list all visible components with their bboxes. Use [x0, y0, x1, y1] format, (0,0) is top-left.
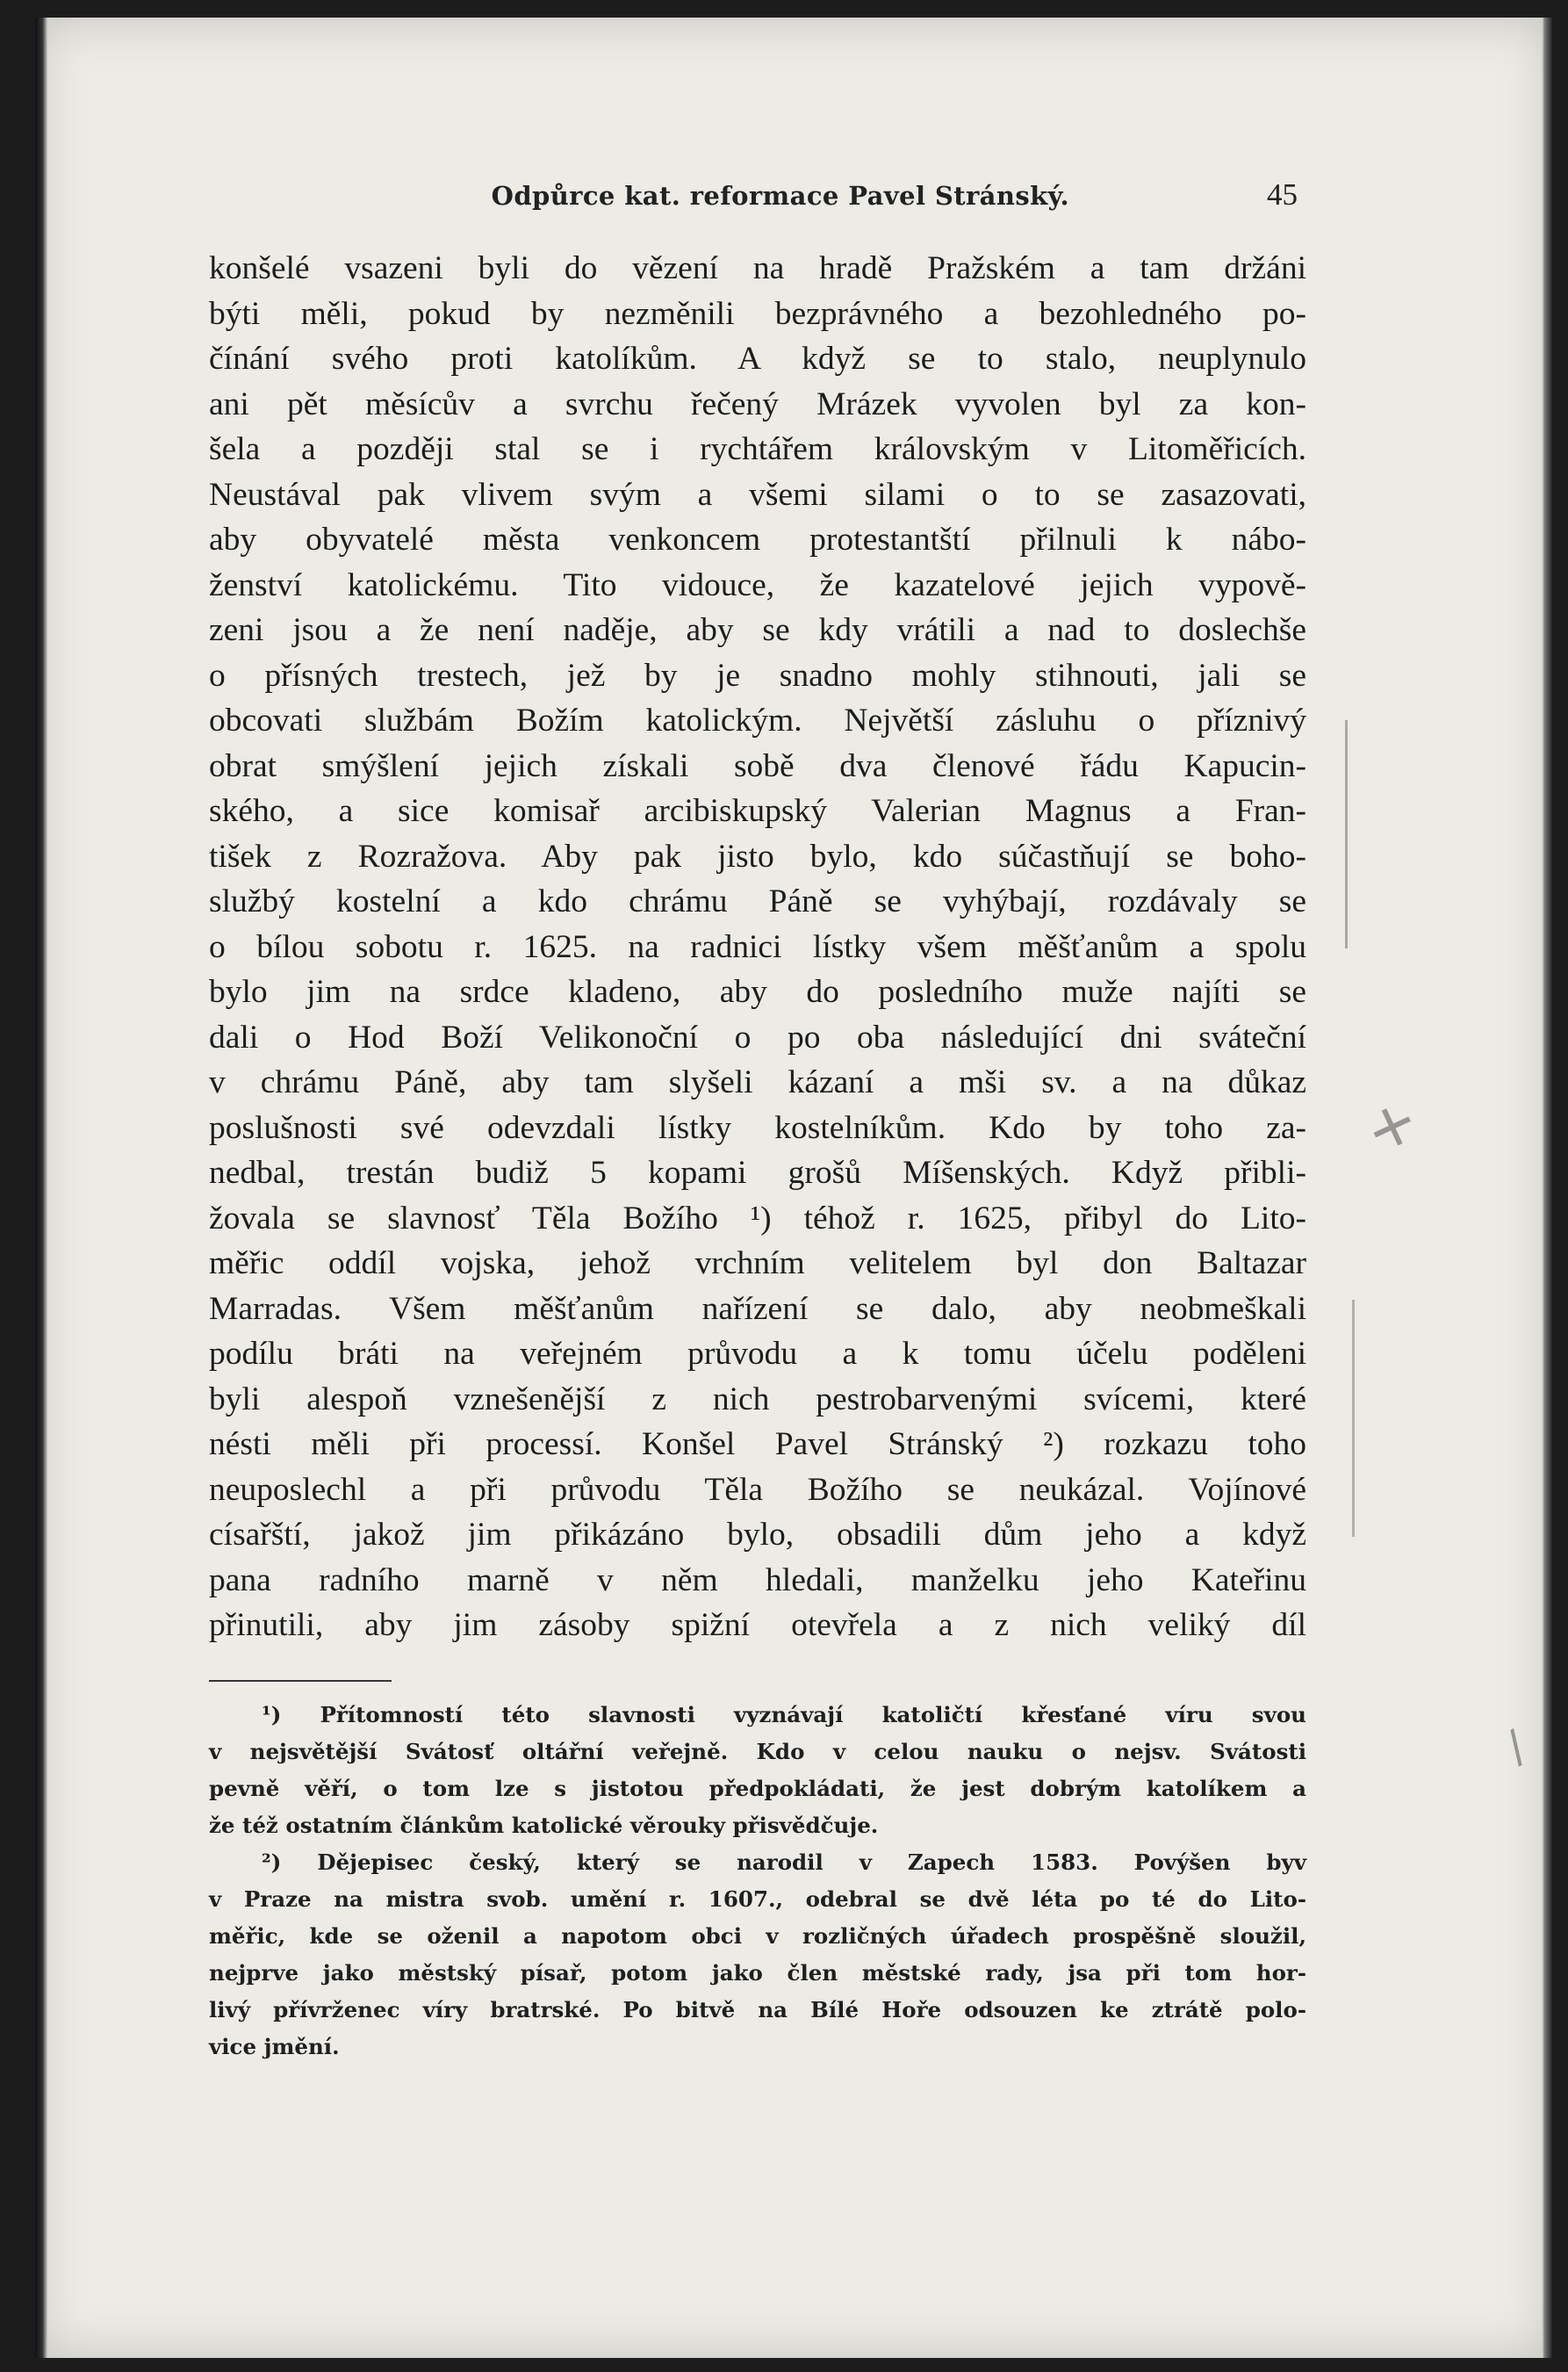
body-line: šela a později stal se i rychtářem královským v Litoměřicích. — [209, 431, 1306, 467]
footnote-line: měřic, kde se oženil a napotom obci v rozličných úřadech prospěšně sloužil, — [209, 1923, 1306, 1949]
body-line: žovala se slavnosť Těla Božího ¹) téhož r. 1625, přibyl do Lito- — [209, 1200, 1306, 1236]
page-gutter-edge — [35, 18, 47, 2358]
margin-cross-mark: ✕ — [1360, 1092, 1423, 1165]
footnote-line: vice jmění. — [209, 2034, 340, 2059]
body-line: nésti měli při processí. Konšel Pavel Stránský ²) rozkazu toho — [209, 1426, 1306, 1462]
body-line: býti měli, pokud by nezměnili bezprávného a bezohledného po- — [209, 295, 1306, 332]
body-line: nedbal, trestán budiž 5 kopami grošů Míšenských. Když přibli- — [209, 1155, 1306, 1191]
footnote-line: že též ostatním článkům katolické věrouky přisvědčuje. — [209, 1813, 879, 1838]
page-outer-edge — [1542, 18, 1552, 2358]
margin-pencil-mark — [1345, 720, 1348, 948]
body-line: službý kostelní a kdo chrámu Páně se vyhýbají, rozdávaly se — [209, 883, 1306, 919]
margin-scratch-mark: / — [1496, 1720, 1536, 1773]
body-line: poslušnosti své odevzdali lístky kostelníkům. Kdo by toho za- — [209, 1109, 1306, 1146]
body-line: o bílou sobotu r. 1625. na radnici lístky všem měšťanům a spolu — [209, 928, 1306, 965]
body-line: měřic oddíl vojska, jehož vrchním velitelem byl don Baltazar — [209, 1245, 1306, 1281]
margin-pencil-mark — [1352, 1300, 1355, 1537]
footnote-line: nejprve jako městský písař, potom jako člen městské rady, jsa při tom hor- — [209, 1960, 1306, 1986]
body-line: tišek z Rozražova. Aby pak jisto bylo, kdo súčastňují se boho- — [209, 838, 1306, 875]
body-line: dali o Hod Boží Velikonoční o po oba následující dni sváteční — [209, 1019, 1306, 1056]
body-line: bylo jim na srdce kladeno, aby do posledního muže najíti se — [209, 974, 1306, 1010]
body-line: obcovati službám Božím katolickým. Největší zásluhu o příznivý — [209, 703, 1306, 739]
body-line: o přísných trestech, jež by je snadno mohly stihnouti, jali se — [209, 657, 1306, 694]
footnotes — [209, 1697, 1306, 2066]
body-line: Marradas. Všem měšťanům nařízení se dalo, aby neobmeškali — [209, 1290, 1306, 1327]
body-line: v chrámu Páně, aby tam slyšeli kázaní a mši sv. a na důkaz — [209, 1064, 1306, 1100]
body-line: Neustával pak vlivem svým a všemi silami o to se zasazovati, — [209, 476, 1306, 513]
body-line: čínání svého proti katolíkům. A když se to stalo, neuplynulo — [209, 341, 1306, 377]
footnote-line: ¹) Přítomností této slavnosti vyznávají katoličtí křesťané víru svou — [262, 1702, 1306, 1727]
footnote-line: pevně věří, o tom lze s jistotou předpokládati, že jest dobrým katolíkem a — [209, 1776, 1306, 1801]
body-line: aby obyvatelé města venkoncem protestantští přilnuli k nábo- — [209, 522, 1306, 558]
body-line: ženství katolickému. Tito vidouce, že kazatelové jejich vypově- — [209, 566, 1306, 603]
body-line: obrat smýšlení jejich získali sobě dva členové řádu Kapucin- — [209, 747, 1306, 784]
body-line: podílu bráti na veřejném průvodu a k tomu účelu poděleni — [209, 1336, 1306, 1372]
body-line: konšelé vsazeni byli do vězení na hradě Pražském a tam držáni — [209, 250, 1306, 286]
body-line: císařští, jakož jim přikázáno bylo, obsadili dům jeho a když — [209, 1517, 1306, 1553]
body-line: přinutili, aby jim zásoby spižní otevřela a z nich veliký díl — [209, 1607, 1306, 1643]
body-line: byli alespoň vznešenější z nich pestrobarvenými svícemi, které — [209, 1381, 1306, 1417]
footnote-rule — [209, 1680, 392, 1682]
footnote-line: v nejsvětější Svátosť oltářní veřejně. Kdo v celou nauku o nejsv. Svátosti — [209, 1739, 1306, 1764]
footnote-line: v Praze na mistra svob. umění r. 1607., odebral se dvě léta po té do Lito- — [209, 1886, 1306, 1912]
body-text — [209, 246, 1306, 1648]
footnote-line: ²) Dějepisec český, který se narodil v Zapech 1583. Povýšen byv — [262, 1849, 1306, 1875]
body-line: neuposlechl a při průvodu Těla Božího se neukázal. Vojínové — [209, 1471, 1306, 1508]
running-title: Odpůrce kat. reformace Pavel Stránský. — [491, 181, 1069, 211]
body-line: pana radního marně v něm hledali, manželku jeho Kateřinu — [209, 1561, 1306, 1598]
page-number: 45 — [1267, 177, 1298, 212]
body-line: zeni jsou a že není naděje, aby se kdy vrátili a nad to doslechše — [209, 612, 1306, 648]
body-line: ani pět měsícův a svrchu řečený Mrázek vyvolen byl za kon- — [209, 386, 1306, 422]
running-head — [174, 158, 1298, 228]
body-line: ského, a sice komisař arcibiskupský Valerian Magnus a Fran- — [209, 793, 1306, 829]
footnote-line: livý přívrženec víry bratrské. Po bitvě na Bílé Hoře odsouzen ke ztrátě polo- — [209, 1997, 1306, 2022]
